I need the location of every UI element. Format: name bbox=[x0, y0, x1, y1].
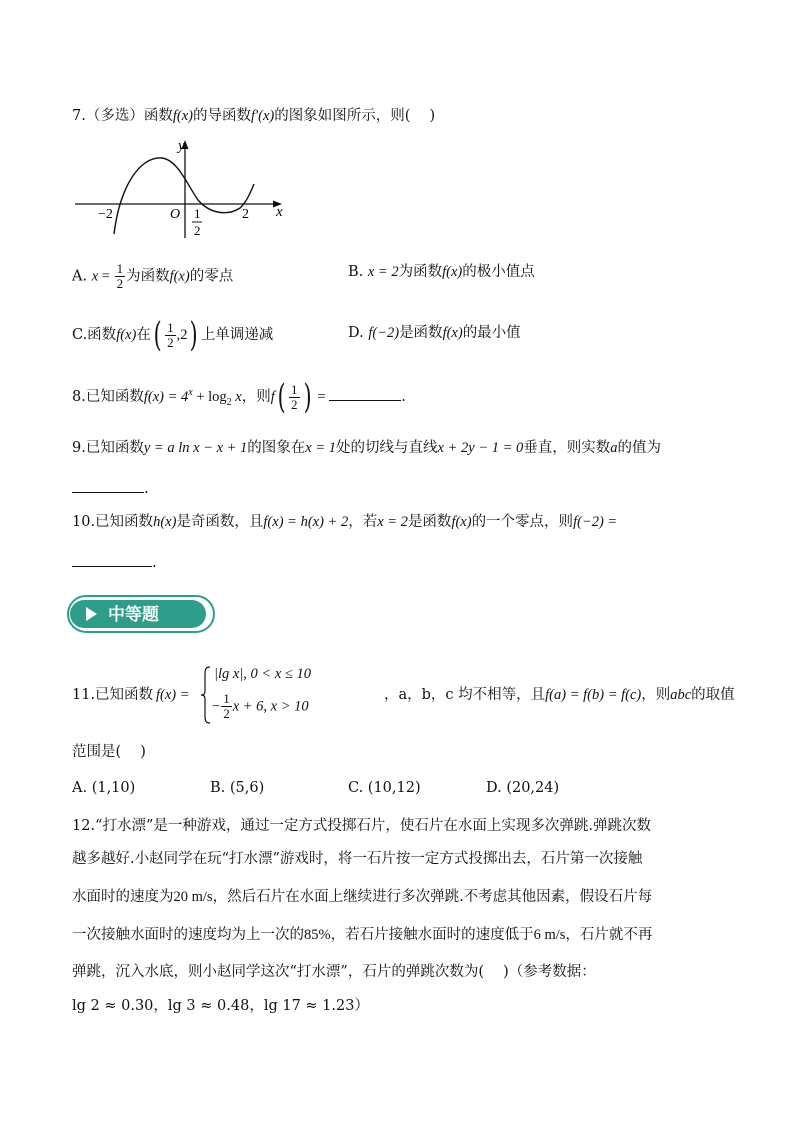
opt-d-suffix: 的最小值 bbox=[462, 325, 521, 341]
q11-prefix: 11.已知函数 bbox=[72, 687, 154, 703]
q12-line4b: ，若石片接触水面时的速度低于 bbox=[330, 927, 534, 943]
q9-a: a bbox=[610, 440, 618, 456]
q8-answer-blank[interactable] bbox=[329, 400, 401, 401]
q12-line4 bbox=[72, 925, 652, 945]
q12-line4a: 一次接触水面时的速度均为上一次的 bbox=[72, 927, 304, 943]
opt-b-text: 为函数 bbox=[398, 264, 443, 280]
q8-prefix: 8.已知函数 bbox=[72, 389, 144, 405]
opt-a-fx: f(x) bbox=[169, 268, 190, 285]
q10-fx: f(x) bbox=[451, 514, 472, 530]
q7-fprime: f′(x) bbox=[250, 108, 275, 124]
opt-c-suffix: 上单调递减 bbox=[200, 327, 274, 343]
q9-end: . bbox=[144, 481, 149, 497]
opt-c-frac bbox=[165, 321, 176, 350]
q11-option-a[interactable]: A. (1,10) bbox=[72, 780, 136, 796]
q10-ask: f(−2) = bbox=[573, 514, 618, 530]
q8-frac-num: 1 bbox=[291, 381, 298, 397]
q7-fx: f(x) bbox=[172, 108, 193, 124]
q11-line2: 范围是( ) bbox=[72, 744, 146, 760]
q8-frac bbox=[289, 383, 300, 412]
opt-a-frac-den: 2 bbox=[116, 276, 124, 291]
opt-c-after: ,2 bbox=[176, 327, 188, 343]
opt-b-prefix: B. bbox=[348, 264, 368, 280]
q8-mid: ，则 bbox=[241, 389, 271, 405]
section-badge bbox=[66, 594, 216, 634]
q12-speed-min: 6 m/s bbox=[533, 927, 566, 943]
opt-c-frac-num: 1 bbox=[167, 319, 174, 335]
q11-case2-frac bbox=[221, 692, 232, 721]
opt-a-eq: = bbox=[98, 268, 114, 285]
q8-log: + log bbox=[192, 389, 227, 405]
opt-a-suffix: 的零点 bbox=[189, 268, 234, 285]
opt-c-prefix: C.函数 bbox=[72, 327, 117, 343]
q9-point: x = 1 bbox=[305, 440, 337, 456]
opt-a-var: x bbox=[91, 268, 99, 285]
q10-mid3: 是函数 bbox=[407, 514, 452, 530]
q7-derivative-graph bbox=[70, 136, 300, 242]
opt-d-text: 是函数 bbox=[399, 325, 443, 341]
q12-line6: lg 2 ≈ 0.30，lg 3 ≈ 0.48，lg 17 ≈ 1.23） bbox=[72, 998, 369, 1014]
q10-x2: x = 2 bbox=[377, 514, 408, 530]
q11-case2-rest: x + 6, x > 10 bbox=[232, 698, 309, 715]
q9-prefix: 9.已知函数 bbox=[72, 440, 144, 456]
q11-fx-eq: f(x) = bbox=[156, 687, 190, 703]
q11-abc: abc bbox=[670, 687, 692, 703]
q11-case2 bbox=[212, 692, 309, 721]
q7-option-c[interactable] bbox=[72, 315, 274, 355]
opt-a-text: 为函数 bbox=[126, 268, 170, 285]
q8-end: . bbox=[401, 389, 406, 405]
q10-end: . bbox=[152, 555, 157, 571]
q10-mid4: 的一个零点，则 bbox=[471, 514, 574, 530]
opt-a-frac-num: 1 bbox=[116, 261, 124, 276]
q9-answer-line bbox=[72, 478, 149, 499]
graph-x-label: x bbox=[276, 204, 283, 220]
opt-d-math: f(−2) bbox=[368, 325, 400, 341]
q10-mid1: 是奇函数，且 bbox=[176, 514, 264, 530]
q11-option-c[interactable]: C. (10,12) bbox=[348, 780, 421, 796]
q7-text-3: 的图象如图所示，则( ) bbox=[274, 108, 436, 124]
q8-func: f(x) = 4 bbox=[143, 389, 189, 405]
q10-prefix: 10.已知函数 bbox=[72, 514, 154, 530]
q8-exp: x bbox=[188, 387, 193, 399]
q12-speed-initial: 20 m/s bbox=[173, 889, 213, 905]
q11-case1: |lg x|, 0 < x ≤ 10 bbox=[214, 666, 311, 682]
q7-option-d[interactable] bbox=[348, 323, 521, 343]
q8-log-base: 2 bbox=[226, 396, 232, 408]
opt-c-text: 在 bbox=[136, 327, 151, 343]
q8-stem bbox=[72, 377, 406, 417]
section-label: 中等题 bbox=[108, 605, 159, 625]
q12-line4c: ，石片就不再 bbox=[565, 927, 653, 943]
opt-a-frac bbox=[115, 262, 126, 291]
q9-func: y = a ln x − x + 1 bbox=[143, 440, 248, 456]
q12-line5: 弹跳，沉入水底，则小赵同学这次“打水漂”，石片的弹跳次数为( )（参考数据： bbox=[72, 964, 596, 980]
q11-tail bbox=[384, 685, 735, 705]
q7-option-a[interactable] bbox=[72, 262, 233, 291]
opt-d-prefix: D. bbox=[348, 325, 369, 341]
q9-mid3: 垂直，则实数 bbox=[523, 440, 611, 456]
q9-suffix: 的值为 bbox=[617, 440, 662, 456]
q11-option-d[interactable]: D. (20,24) bbox=[486, 780, 560, 796]
graph-tick-half-num: 1 bbox=[194, 206, 201, 221]
q12-line3a: 水面时的速度为 bbox=[72, 889, 174, 905]
q10-mid2: ，若 bbox=[348, 514, 378, 530]
q10-rel: f(x) = h(x) + 2 bbox=[263, 514, 349, 530]
opt-b-fx: f(x) bbox=[442, 264, 463, 280]
opt-a-prefix: A. bbox=[72, 268, 92, 285]
opt-b-math: x = 2 bbox=[367, 264, 399, 280]
q11-case2-den: 2 bbox=[223, 706, 230, 721]
opt-c-lparen: ( bbox=[153, 315, 162, 355]
q9-stem bbox=[72, 438, 661, 458]
q7-stem bbox=[72, 106, 435, 126]
opt-c-frac-den: 2 bbox=[167, 334, 174, 350]
q12-line3b: ，然后石片在水面上继续进行多次弹跳.不考虑其他因素，假设石片每 bbox=[212, 889, 653, 905]
opt-c-rparen: ) bbox=[190, 315, 199, 355]
opt-d-fx: f(x) bbox=[442, 325, 463, 341]
graph-y-label: y bbox=[178, 138, 185, 154]
q11-mid2: ，则 bbox=[641, 687, 671, 703]
q11-case2-num: 1 bbox=[223, 691, 230, 706]
q9-answer-blank[interactable] bbox=[72, 478, 144, 493]
q10-answer-line bbox=[72, 552, 157, 573]
graph-tick-2: 2 bbox=[242, 207, 249, 222]
opt-b-suffix: 的极小值点 bbox=[462, 264, 535, 280]
q11-suffix: 的取值 bbox=[691, 687, 735, 703]
q7-text-2: 的导函数 bbox=[192, 108, 251, 124]
q9-mid1: 的图象在 bbox=[247, 440, 306, 456]
graph-tick-neg2: −2 bbox=[98, 207, 113, 222]
q7-option-b[interactable] bbox=[348, 262, 535, 282]
q10-stem bbox=[72, 512, 617, 532]
q8-lparen: ( bbox=[277, 377, 286, 417]
q12-line3 bbox=[72, 887, 652, 907]
q11-mid: ，a，b，c 均不相等，且 bbox=[384, 687, 546, 703]
graph-tick-half-den: 2 bbox=[194, 223, 201, 238]
q9-line: x + 2y − 1 = 0 bbox=[437, 440, 524, 456]
q11-cond: f(a) = f(b) = f(c) bbox=[545, 687, 642, 703]
q8-f: f bbox=[270, 389, 275, 405]
q7-text-1: 7.（多选）函数 bbox=[72, 108, 173, 124]
q8-log-arg: x bbox=[231, 389, 242, 405]
q8-frac-den: 2 bbox=[291, 396, 298, 412]
q11-case2-minus: − bbox=[212, 698, 221, 715]
q12-line2: 越多越好.小赵同学在玩“打水漂”游戏时，将一石片按一定方式投掷出去，石片第一次接触 bbox=[72, 851, 643, 867]
q8-rparen: ) bbox=[303, 377, 312, 417]
q8-eq: = bbox=[313, 389, 330, 405]
q10-answer-blank[interactable] bbox=[72, 552, 152, 567]
q10-hx: h(x) bbox=[153, 514, 177, 530]
q9-mid2: 处的切线与直线 bbox=[336, 440, 438, 456]
q11-option-b[interactable]: B. (5,6) bbox=[210, 780, 265, 796]
opt-c-fx: f(x) bbox=[116, 327, 137, 343]
q12-line1: 12.“打水漂”是一种游戏，通过一定方式投掷石片，使石片在水面上实现多次弹跳.弹跳次数 bbox=[72, 818, 651, 834]
q11-brace bbox=[200, 666, 212, 724]
graph-origin-label: O bbox=[170, 207, 181, 222]
q12-percent: 85% bbox=[304, 927, 331, 943]
